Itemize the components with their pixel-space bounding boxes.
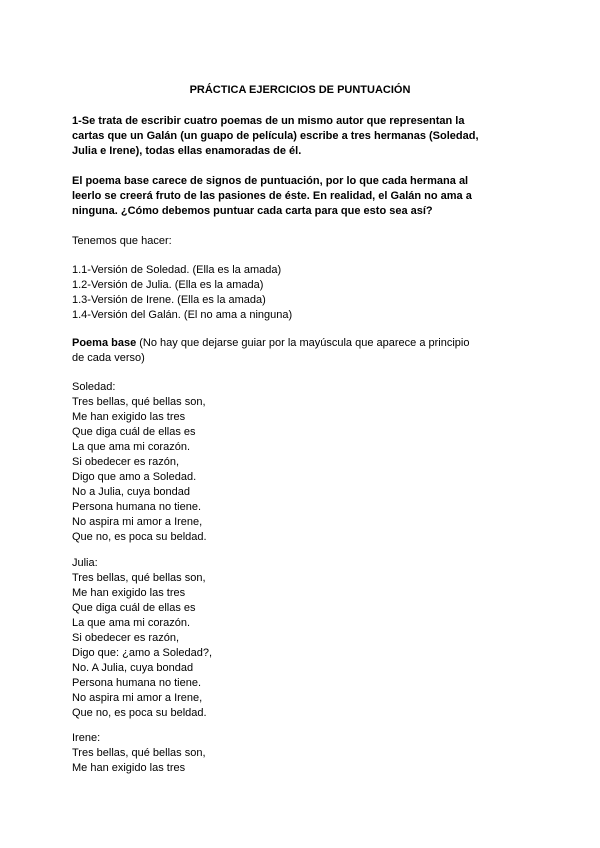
poem-verse: Si obedecer es razón,: [72, 632, 180, 644]
poema-base-label: Poema base: [72, 337, 137, 349]
poem-verse: Que no, es poca su beldad.: [72, 531, 207, 543]
poem-verse: Persona humana no tiene.: [72, 677, 202, 689]
poem-soledad: [72, 380, 532, 545]
page-title: PRÁCTICA EJERCICIOS DE PUNTUACIÓN: [189, 84, 411, 96]
poem-verse: No a Julia, cuya bondad: [72, 486, 191, 498]
question-line: El poema base carece de signos de puntuación, por lo que cada hermana al: [72, 175, 469, 187]
poem-verse: La que ama mi corazón.: [72, 617, 191, 629]
question-line: leerlo se creerá fruto de las pasiones de éste. En realidad, el Galán no ama a: [72, 190, 472, 202]
poema-base-note-text: (No hay que dejarse guiar por la mayúscula que aparece a principio: [136, 337, 470, 349]
poem-verse: Digo que amo a Soledad.: [72, 471, 197, 483]
poem-verse: Si obedecer es razón,: [72, 456, 180, 468]
question-line: ninguna. ¿Cómo debemos puntuar cada carta para que esto sea así?: [72, 205, 433, 217]
poem-verse: Tres bellas, qué bellas son,: [72, 572, 206, 584]
intro-line: Julia e Irene), todas ellas enamoradas de él.: [72, 145, 302, 157]
poem-heading: Julia:: [72, 557, 98, 569]
version-item: 1.1-Versión de Soledad. (Ella es la amada): [72, 264, 282, 276]
poem-irene: [72, 731, 532, 776]
poem-verse: Tres bellas, qué bellas son,: [72, 396, 206, 408]
poem-verse: Que no, es poca su beldad.: [72, 707, 207, 719]
poem-verse: No aspira mi amor a Irene,: [72, 692, 203, 704]
intro-line: cartas que un Galán (un guapo de película) escribe a tres hermanas (Soledad,: [72, 130, 479, 142]
poem-heading: Irene:: [72, 732, 101, 744]
poem-verse: Me han exigido las tres: [72, 762, 186, 774]
version-item: 1.3-Versión de Irene. (Ella es la amada): [72, 294, 266, 306]
version-item: 1.2-Versión de Julia. (Ella es la amada): [72, 279, 264, 291]
poem-verse: Digo que: ¿amo a Soledad?,: [72, 647, 213, 659]
poem-verse: La que ama mi corazón.: [72, 441, 191, 453]
poem-verse: Que diga cuál de ellas es: [72, 602, 196, 614]
poem-julia: [72, 556, 532, 721]
intro-paragraph: [72, 114, 532, 159]
poem-verse: No. A Julia, cuya bondad: [72, 662, 194, 674]
intro-line: 1-Se trata de escribir cuatro poemas de un mismo autor que representan la: [72, 115, 465, 127]
poem-verse: No aspira mi amor a Irene,: [72, 516, 203, 528]
poem-verse: Me han exigido las tres: [72, 587, 186, 599]
poem-verse: Que diga cuál de ellas es: [72, 426, 196, 438]
question-paragraph: [72, 174, 532, 219]
version-item: 1.4-Versión del Galán. (El no ama a ninguna): [72, 309, 293, 321]
task-label: Tenemos que hacer:: [72, 235, 172, 247]
poem-verse: Tres bellas, qué bellas son,: [72, 747, 206, 759]
poema-base-note-text: de cada verso): [72, 352, 145, 364]
poema-base-note: [72, 336, 532, 366]
versions-list: [72, 263, 532, 323]
poem-heading: Soledad:: [72, 381, 116, 393]
poem-verse: Persona humana no tiene.: [72, 501, 202, 513]
poem-verse: Me han exigido las tres: [72, 411, 186, 423]
